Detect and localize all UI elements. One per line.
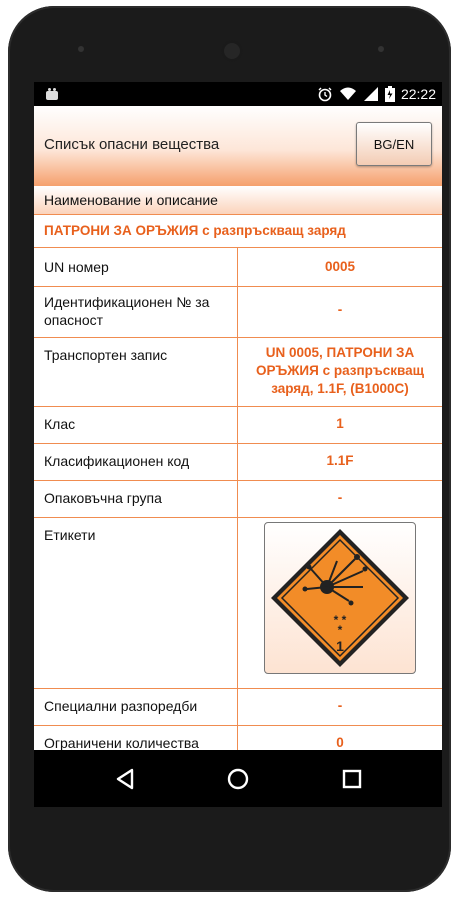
row-label: Транспортен запис xyxy=(34,338,238,406)
detail-row-limited-quantities xyxy=(34,726,442,750)
alarm-icon xyxy=(317,86,333,102)
row-label: Опаковъчна група xyxy=(34,481,238,517)
row-value: - xyxy=(337,490,343,505)
phone-frame xyxy=(8,6,451,892)
language-toggle-button[interactable]: BG/EN xyxy=(356,122,432,166)
row-value: - xyxy=(337,698,343,713)
row-value: 1.1F xyxy=(326,453,354,468)
battery-icon xyxy=(385,86,395,102)
navigation-bar xyxy=(34,750,442,807)
substance-details xyxy=(34,186,442,750)
detail-row-class xyxy=(34,407,442,444)
detail-row-packing-group xyxy=(34,481,442,518)
section-header-label: Наименование и описание xyxy=(44,192,218,208)
detail-row-classification-code xyxy=(34,444,442,481)
home-icon[interactable] xyxy=(223,764,253,794)
row-value xyxy=(238,518,442,688)
app-bar xyxy=(34,106,442,187)
row-label: Етикети xyxy=(34,518,238,688)
row-value: 1 xyxy=(336,416,344,431)
recent-apps-icon[interactable] xyxy=(337,764,367,794)
row-label: Специални разпоредби xyxy=(34,689,238,725)
detail-row-special-provisions xyxy=(34,689,442,726)
android-notification-icon xyxy=(44,86,60,102)
row-value: UN 0005, ПАТРОНИ ЗА ОРЪЖИЯ с разпръскващ заряд, 1.1F, (B1000C) xyxy=(255,345,425,396)
back-icon[interactable] xyxy=(110,764,140,794)
clock: 22:22 xyxy=(400,86,436,102)
screen xyxy=(34,82,442,807)
row-value: 0005 xyxy=(324,259,356,274)
speaker-dot xyxy=(78,46,84,52)
detail-row-transport-entry xyxy=(34,338,442,407)
row-label: Ограничени количества xyxy=(34,726,238,750)
row-label: Клас xyxy=(34,407,238,443)
detail-row-un-number xyxy=(34,248,442,287)
status-bar xyxy=(34,82,442,106)
speaker-dot xyxy=(378,46,384,52)
row-value: - xyxy=(337,302,343,317)
substance-name: ПАТРОНИ ЗА ОРЪЖИЯ с разпръскващ заряд xyxy=(44,223,346,238)
signal-icon xyxy=(363,86,379,102)
row-label: Класификационен код xyxy=(34,444,238,480)
hazard-label-image xyxy=(264,522,416,674)
front-camera xyxy=(221,40,243,62)
row-value: 0 xyxy=(336,735,344,750)
section-header xyxy=(34,186,442,215)
app-title: Списък опасни вещества xyxy=(44,136,220,153)
wifi-icon xyxy=(339,86,357,102)
hazard-stars: * * * xyxy=(333,613,347,637)
hazard-class-number: 1 xyxy=(336,638,344,654)
substance-name-row xyxy=(34,215,442,248)
row-label: Идентификационен № за опасност xyxy=(34,287,238,337)
detail-row-hazard-id xyxy=(34,287,442,338)
row-label: UN номер xyxy=(34,248,238,286)
detail-row-labels xyxy=(34,518,442,689)
